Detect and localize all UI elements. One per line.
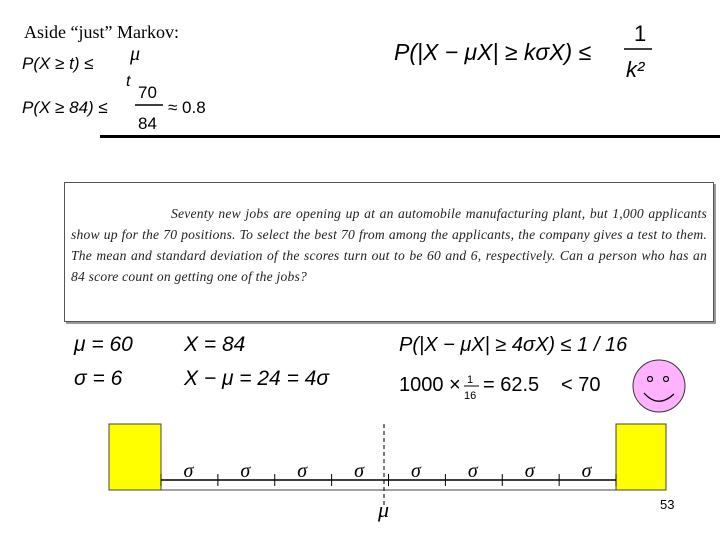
smiley-face-icon: [630, 357, 688, 415]
left-tail-region: [109, 424, 161, 490]
sigma-interval-diagram: [100, 415, 680, 530]
markov-line1-num: μ: [130, 43, 141, 65]
chebyshev-num: 1: [634, 21, 647, 46]
bound-calc-frac-num: 1: [467, 374, 474, 386]
given-values: [70, 325, 400, 395]
chebyshev-inequality: [390, 15, 690, 90]
markov-line2-num: 70: [138, 83, 157, 102]
sigma-label: σ: [581, 460, 592, 482]
sigma-label: σ: [183, 460, 194, 482]
aside-title: Aside “just” Markov:: [24, 22, 179, 42]
markov-line2-rhs: ≈ 0.8: [168, 98, 206, 117]
given-sigma: σ = 6: [74, 367, 123, 390]
given-x: X = 84: [184, 333, 246, 356]
bound-calc-result: = 62.5: [483, 374, 540, 396]
face-circle: [633, 360, 685, 412]
slide-number: 53: [660, 497, 675, 512]
sigma-label: σ: [240, 460, 251, 482]
bound-calc-compare: < 70: [561, 374, 601, 396]
right-tail-region: [616, 424, 666, 490]
problem-box: [64, 182, 714, 322]
bound-calculation: [395, 325, 630, 405]
sigma-label: σ: [354, 460, 364, 482]
horizontal-rule: [100, 135, 720, 138]
markov-line1-den: t: [126, 73, 131, 90]
chebyshev-lhs: P(|X − μX| ≥ kσX) ≤: [394, 39, 592, 65]
markov-line1-lhs: P(X ≥ t) ≤: [22, 54, 94, 73]
markov-line2-lhs: P(X ≥ 84) ≤: [22, 98, 108, 117]
given-deviation: X − μ = 24 = 4σ: [184, 367, 330, 390]
chebyshev-den: k²: [626, 57, 645, 82]
sigma-ticks: [161, 460, 616, 486]
bound-calc-frac-den: 16: [464, 390, 477, 402]
markov-inequality: [18, 40, 228, 140]
markov-line2-den: 84: [138, 114, 157, 133]
given-mu: μ = 60: [74, 333, 133, 356]
problem-text: Seventy new jobs are opening up at an automobile manufacturing plant, but 1,000 applicants show up for the 70 positions. To select the best 70 from among the applicants, the company gives a test to them. The mean and standard deviation of the scores turn out to be 60 and 6, respectively. Can a person who has an 84 score count on getting one of the jobs?: [71, 206, 707, 284]
mu-label: μ: [378, 497, 390, 522]
sigma-label: σ: [297, 460, 308, 482]
sigma-label: σ: [467, 460, 478, 482]
bound-calc-prefix: 1000 ×: [399, 374, 461, 396]
bound-expression: P(|X − μX| ≥ 4σX) ≤ 1 / 16: [399, 334, 628, 356]
sigma-label: σ: [524, 460, 535, 482]
sigma-label: σ: [410, 460, 421, 482]
